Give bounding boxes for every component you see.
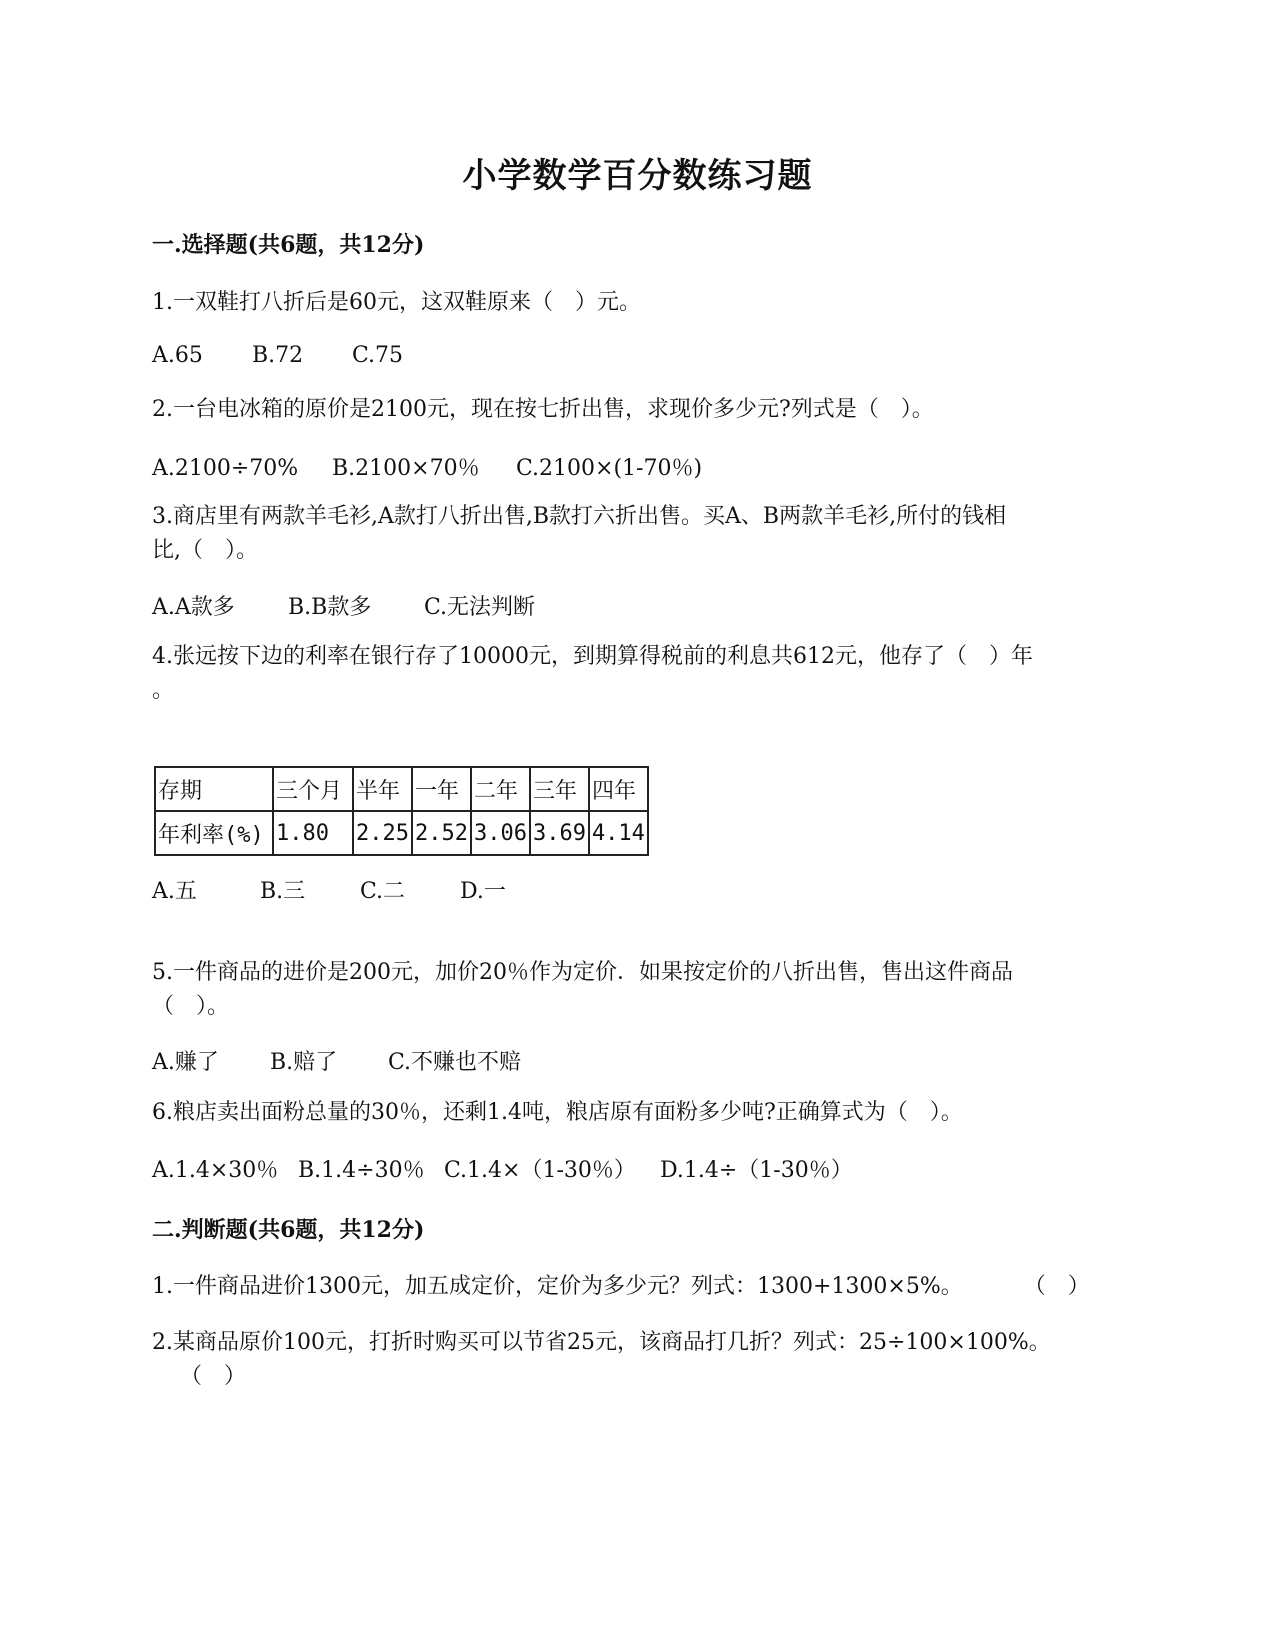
option-b[interactable]: B.1.4÷30％: [298, 1158, 425, 1183]
section-heading-judgment: 二.判断题(共6题，共12分): [152, 1217, 425, 1243]
question-3-line-2: 比,（ ）。: [152, 538, 258, 563]
table-cell: 三年: [530, 767, 589, 811]
option-c[interactable]: C.75: [352, 343, 404, 368]
table-cell: 三个月: [273, 767, 353, 811]
judgment-question-1: [152, 1270, 1122, 1304]
table-cell: 半年: [353, 767, 412, 811]
option-b[interactable]: B.2100×70％: [332, 456, 480, 481]
question-6: 6.粮店卖出面粉总量的30％，还剩1.4吨，粮店原有面粉多少吨?正确算式为（ ）。: [152, 1100, 963, 1125]
option-c[interactable]: C.无法判断: [424, 595, 536, 620]
options-3: [152, 590, 535, 621]
option-c[interactable]: C.1.4×（1-30％）: [444, 1158, 636, 1183]
section-heading-choice: 一.选择题(共6题，共12分): [152, 232, 425, 258]
options-5: [152, 1045, 521, 1076]
option-c[interactable]: C.2100×(1-70％): [516, 456, 703, 481]
answer-blank[interactable]: （ ）: [1023, 1274, 1090, 1299]
judgment-question-2: [152, 1326, 1122, 1394]
question-4-line-1: 4.张远按下边的利率在银行存了10000元，到期算得税前的利息共612元，他存了（ ）年: [152, 644, 1033, 669]
question-4-line-2: 。: [152, 678, 175, 703]
option-b[interactable]: B.赔了: [270, 1050, 338, 1075]
question-3-line-1: 3.商店里有两款羊毛衫,A款打八折出售,B款打六折出售。买A、B两款羊毛衫,所付的钱相: [152, 504, 1007, 529]
table-cell: 3.06: [471, 811, 530, 855]
options-6: [152, 1153, 853, 1184]
options-4: [152, 874, 506, 905]
option-a[interactable]: A.2100÷70%: [152, 456, 299, 481]
option-c[interactable]: C.不赚也不赔: [388, 1050, 522, 1075]
table-cell: 2.52: [412, 811, 471, 855]
answer-blank[interactable]: （ ）: [180, 1364, 247, 1389]
question-5-line-2: （ ）。: [152, 994, 230, 1019]
table-cell: 1.80: [273, 811, 353, 855]
interest-rate-table: [154, 766, 649, 856]
option-a[interactable]: A.五: [152, 879, 197, 904]
option-a[interactable]: A.65: [152, 343, 203, 368]
table-cell: 3.69: [530, 811, 589, 855]
table-cell: 年利率(%): [155, 811, 273, 855]
option-a[interactable]: A.赚了: [152, 1050, 219, 1075]
option-c[interactable]: C.二: [360, 879, 406, 904]
question-4: [152, 640, 1122, 708]
page-title: 小学数学百分数练习题: [462, 156, 813, 196]
question-1: 1.一双鞋打八折后是60元，这双鞋原来（ ）元。: [152, 290, 641, 315]
option-d[interactable]: D.一: [460, 879, 506, 904]
judgment-question-2-text: 2.某商品原价100元，打折时购买可以节省25元，该商品打几折？列式：25÷100×100%。: [152, 1330, 1051, 1355]
question-2: 2.一台电冰箱的原价是2100元，现在按七折出售，求现价多少元?列式是（ ）。: [152, 397, 934, 422]
judgment-question-1-text: 1.一件商品进价1300元，加五成定价，定价为多少元？列式：1300+1300×5%。: [152, 1274, 963, 1299]
table-row: [155, 811, 648, 855]
options-1: [152, 343, 403, 368]
question-5-line-1: 5.一件商品的进价是200元，加价20％作为定价．如果按定价的八折出售，售出这件商品: [152, 960, 1013, 985]
table-row: [155, 767, 648, 811]
option-d[interactable]: D.1.4÷（1-30％）: [660, 1158, 853, 1183]
option-b[interactable]: B.三: [260, 879, 306, 904]
option-a[interactable]: A.A款多: [152, 595, 235, 620]
table-cell: 四年: [589, 767, 648, 811]
table-cell: 二年: [471, 767, 530, 811]
question-3: [152, 500, 1122, 568]
option-b[interactable]: B.72: [252, 343, 304, 368]
option-a[interactable]: A.1.4×30％: [152, 1158, 279, 1183]
table-cell: 2.25: [353, 811, 412, 855]
option-b[interactable]: B.B款多: [288, 595, 372, 620]
table-cell: 一年: [412, 767, 471, 811]
table-cell: 4.14: [589, 811, 648, 855]
table-cell: 存期: [155, 767, 273, 811]
question-5: [152, 956, 1122, 1024]
options-2: [152, 451, 702, 482]
